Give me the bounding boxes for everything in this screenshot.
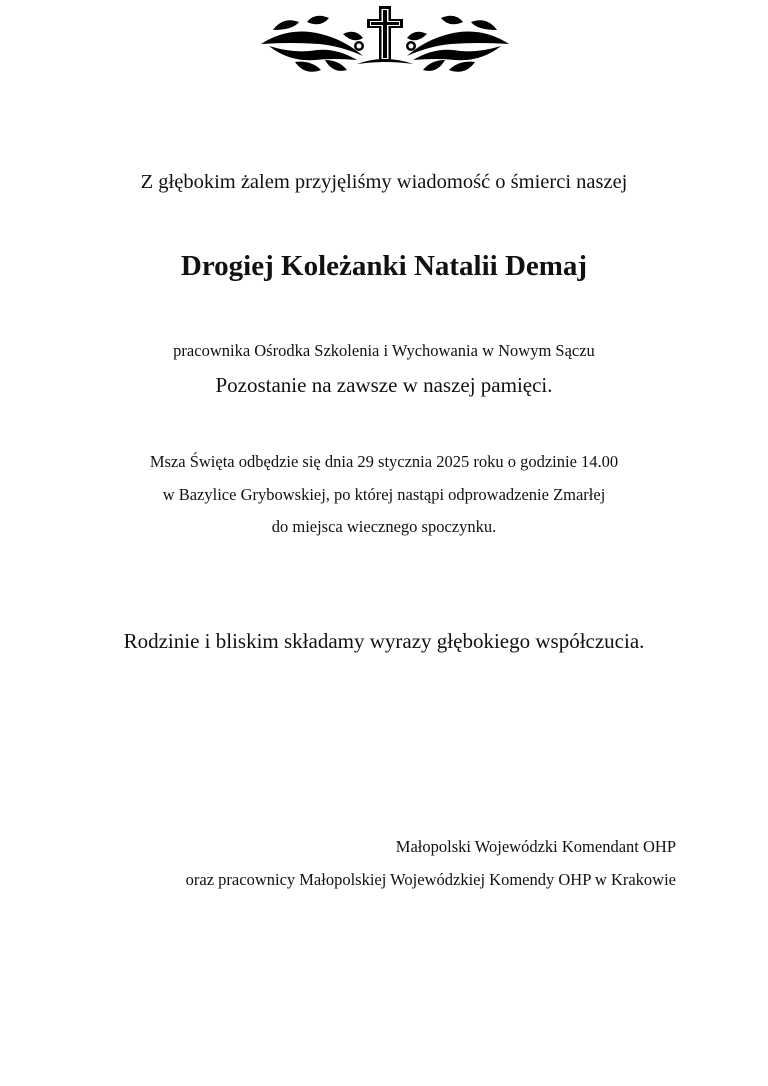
intro-text: Z głębokim żalem przyjęliśmy wiadomość o śmierci naszej [140, 171, 628, 193]
cross-with-leaves-icon [259, 4, 511, 78]
memory-text: Pozostanie na zawsze w naszej pamięci. [215, 373, 553, 397]
deceased-name-heading: Drogiej Koleżanki Natalii Demaj [180, 250, 588, 282]
condolences-text: Rodzinie i bliskim składamy wyrazy głębokiego współczucia. [123, 629, 645, 653]
signature-line: oraz pracownicy Małopolskiej Wojewódzkiej Komendy OHP w Krakowie [185, 870, 676, 889]
mass-info-line: Msza Święta odbędzie się dnia 29 stycznia 2025 roku o godzinie 14.00 [149, 452, 619, 471]
mass-info-line: do miejsca wiecznego spoczynku. [271, 517, 497, 536]
mass-info-line: w Bazylice Grybowskiej, po której nastąpi odprowadzenie Zmarłej [162, 485, 606, 504]
signature-line: Małopolski Wojewódzki Komendant OHP [395, 837, 676, 856]
deceased-role-text: pracownika Ośrodka Szkolenia i Wychowania w Nowym Sączu [173, 341, 595, 360]
